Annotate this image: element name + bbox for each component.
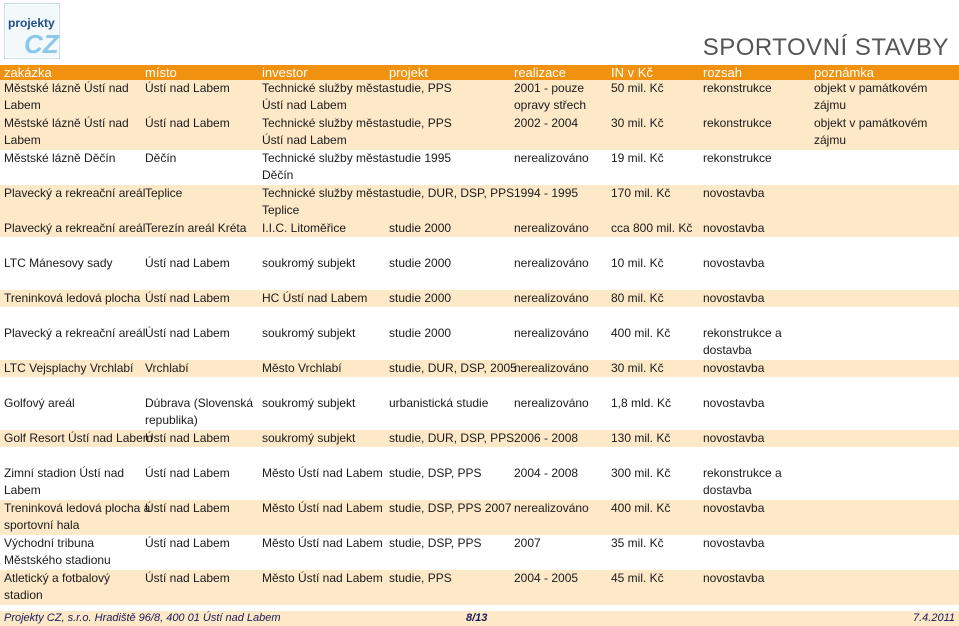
table-cell: Ústí nad Labem: [145, 291, 230, 305]
table-cell: soukromý subjekt: [262, 396, 356, 410]
table-cell: Město Ústí nad Labem: [262, 571, 383, 585]
table-cell: Městské lázně Děčín: [4, 151, 116, 165]
table-cell: 300 mil. Kč: [611, 466, 671, 480]
table-cell: cca 800 mil. Kč: [611, 221, 693, 235]
column-header: realizace: [514, 65, 567, 80]
table-cell: studie 2000: [389, 291, 452, 305]
table-cell: objekt v památkovém zájmu: [814, 81, 928, 112]
table-cell: LTC Mánesovy sady: [4, 256, 113, 270]
table-cell: novostavba: [703, 221, 765, 235]
table-cell: Terezín areál Kréta: [145, 221, 247, 235]
table-cell: nerealizováno: [514, 501, 589, 515]
column-header: investor: [262, 65, 308, 80]
table-cell: rekonstrukce: [703, 116, 772, 130]
table-row: [0, 185, 959, 220]
table-row: [0, 115, 959, 150]
page-title: SPORTOVNÍ STAVBY: [702, 34, 949, 61]
table-row: [0, 255, 959, 272]
table-row: [0, 395, 959, 430]
table-cell: Zimní stadion Ústí nad Labem: [4, 466, 125, 497]
logo-text-top: projekty: [8, 16, 55, 30]
table-cell: Technické služby města Děčín: [262, 151, 389, 182]
table-cell: 2001 - pouze opravy střech: [514, 81, 587, 112]
table-cell: 2004 - 2005: [514, 571, 579, 585]
table-row: [0, 465, 959, 500]
table-row: [0, 360, 959, 377]
table-cell: soukromý subjekt: [262, 256, 356, 270]
table-cell: studie, PPS: [389, 81, 452, 95]
column-header: poznámka: [814, 65, 874, 80]
table-cell: novostavba: [703, 396, 765, 410]
table-cell: Ústí nad Labem: [145, 81, 230, 95]
column-header: zakázka: [4, 65, 52, 80]
table-cell: Město Vrchlabí: [262, 361, 342, 375]
table-cell: LTC Vejsplachy Vrchlabí: [4, 361, 134, 375]
table-cell: Město Ústí nad Labem: [262, 501, 383, 515]
table-cell: Treninková ledová plocha a sportovní hala: [4, 501, 151, 532]
logo-text-bottom: CZ: [24, 29, 59, 59]
table-cell: Ústí nad Labem: [145, 571, 230, 585]
table-cell: Treninková ledová plocha: [4, 291, 141, 305]
table-cell: 400 mil. Kč: [611, 326, 671, 340]
table-cell: novostavba: [703, 571, 765, 585]
table-cell: studie 2000: [389, 256, 452, 270]
column-header: projekt: [389, 65, 429, 80]
table-cell: Město Ústí nad Labem: [262, 536, 383, 550]
table-cell: studie, DUR, DSP, PPS: [389, 431, 515, 445]
column-header: rozsah: [703, 65, 743, 80]
table-cell: Dúbrava (Slovenská republika): [145, 396, 254, 427]
table-cell: studie, DSP, PPS 2007: [389, 501, 512, 515]
table-cell: studie, PPS: [389, 116, 452, 130]
table-row: [0, 570, 959, 605]
table-cell: rekonstrukce: [703, 81, 772, 95]
table-cell: Ústí nad Labem: [145, 116, 230, 130]
table-cell: novostavba: [703, 431, 765, 445]
table-cell: Ústí nad Labem: [145, 536, 230, 550]
table-cell: rekonstrukce a dostavba: [703, 326, 782, 357]
table-cell: Vrchlabí: [145, 361, 189, 375]
table-cell: urbanistická studie: [389, 396, 489, 410]
table-cell: novostavba: [703, 501, 765, 515]
table-cell: Ústí nad Labem: [145, 256, 230, 270]
table-cell: Golf Resort Ústí nad Labem: [4, 431, 153, 445]
table-cell: studie, DSP, PPS: [389, 536, 482, 550]
table-cell: 2007: [514, 536, 541, 550]
table-cell: Městské lázně Ústí nad Labem: [4, 116, 129, 147]
table-cell: 170 mil. Kč: [611, 186, 671, 200]
table-row: [0, 325, 959, 360]
table-row: [0, 220, 959, 237]
table-cell: 400 mil. Kč: [611, 501, 671, 515]
table-cell: studie 1995: [389, 151, 452, 165]
table-cell: studie, PPS: [389, 571, 452, 585]
footer-company: Projekty CZ, s.r.o. Hradiště 96/8, 400 01 Ústí nad Labem: [4, 612, 281, 624]
table-header: [0, 65, 959, 80]
table-cell: rekonstrukce a dostavba: [703, 466, 782, 497]
table-row: [0, 535, 959, 570]
table-cell: studie, DSP, PPS: [389, 466, 482, 480]
table-cell: Atletický a fotbalový stadion: [4, 571, 111, 602]
table-cell: Ústí nad Labem: [145, 431, 230, 445]
table-cell: Město Ústí nad Labem: [262, 466, 383, 480]
table-cell: novostavba: [703, 361, 765, 375]
table-cell: 45 mil. Kč: [611, 571, 664, 585]
table-cell: objekt v památkovém zájmu: [814, 116, 928, 147]
table-cell: 10 mil. Kč: [611, 256, 664, 270]
company-logo: [4, 3, 60, 59]
table-cell: novostavba: [703, 256, 765, 270]
table-cell: Technické služby města Teplice: [262, 186, 389, 217]
table-cell: 2004 - 2008: [514, 466, 579, 480]
table-cell: Městské lázně Ústí nad Labem: [4, 81, 129, 112]
table-cell: Ústí nad Labem: [145, 326, 230, 340]
table-cell: 1,8 mld. Kč: [611, 396, 672, 410]
table-cell: 130 mil. Kč: [611, 431, 671, 445]
table-cell: studie, DUR, DSP, 2005: [389, 361, 517, 375]
page-footer: [0, 611, 959, 626]
table-cell: 19 mil. Kč: [611, 151, 664, 165]
footer-page-number: 8/13: [466, 612, 488, 624]
table-row: [0, 430, 959, 447]
table-row: [0, 80, 959, 115]
table-cell: Technické služby města Ústí nad Labem: [262, 81, 389, 112]
table-cell: nerealizováno: [514, 151, 589, 165]
table-cell: nerealizováno: [514, 291, 589, 305]
table-cell: Východní tribuna Městského stadionu: [4, 536, 111, 567]
table-row: [0, 290, 959, 307]
table-cell: studie 2000: [389, 326, 452, 340]
table-cell: studie, DUR, DSP, PPS: [389, 186, 515, 200]
table-cell: Plavecký a rekreační areál: [4, 326, 146, 340]
table-row: [0, 150, 959, 185]
table-cell: Děčín: [145, 151, 177, 165]
table-cell: Technické služby města Ústí nad Labem: [262, 116, 389, 147]
table-cell: nerealizováno: [514, 361, 589, 375]
table-cell: studie 2000: [389, 221, 452, 235]
table-cell: 35 mil. Kč: [611, 536, 664, 550]
table-cell: soukromý subjekt: [262, 431, 356, 445]
table-row: [0, 500, 959, 535]
table-cell: 1994 - 1995: [514, 186, 579, 200]
table-cell: 2002 - 2004: [514, 116, 579, 130]
table-cell: 50 mil. Kč: [611, 81, 664, 95]
table-cell: nerealizováno: [514, 396, 589, 410]
table-cell: 30 mil. Kč: [611, 116, 664, 130]
table-cell: rekonstrukce: [703, 151, 772, 165]
table-cell: Ústí nad Labem: [145, 501, 230, 515]
table-cell: novostavba: [703, 536, 765, 550]
column-header: IN v Kč: [611, 65, 653, 80]
table-cell: nerealizováno: [514, 326, 589, 340]
table-cell: Plavecký a rekreační areál: [4, 221, 146, 235]
table-cell: I.I.C. Litoměřice: [262, 221, 347, 235]
table-cell: novostavba: [703, 291, 765, 305]
table-cell: 2006 - 2008: [514, 431, 579, 445]
table-cell: Golfový areál: [4, 396, 75, 410]
table-cell: 80 mil. Kč: [611, 291, 664, 305]
column-header: místo: [145, 65, 177, 80]
table-cell: Plavecký a rekreační areál: [4, 186, 146, 200]
table-cell: nerealizováno: [514, 256, 589, 270]
table-cell: soukromý subjekt: [262, 326, 356, 340]
table-cell: Ústí nad Labem: [145, 466, 230, 480]
table-cell: 30 mil. Kč: [611, 361, 664, 375]
table-cell: HC Ústí nad Labem: [262, 291, 368, 305]
table-cell: Teplice: [145, 186, 183, 200]
table-cell: novostavba: [703, 186, 765, 200]
footer-date: 7.4.2011: [912, 612, 955, 624]
table-cell: nerealizováno: [514, 221, 589, 235]
